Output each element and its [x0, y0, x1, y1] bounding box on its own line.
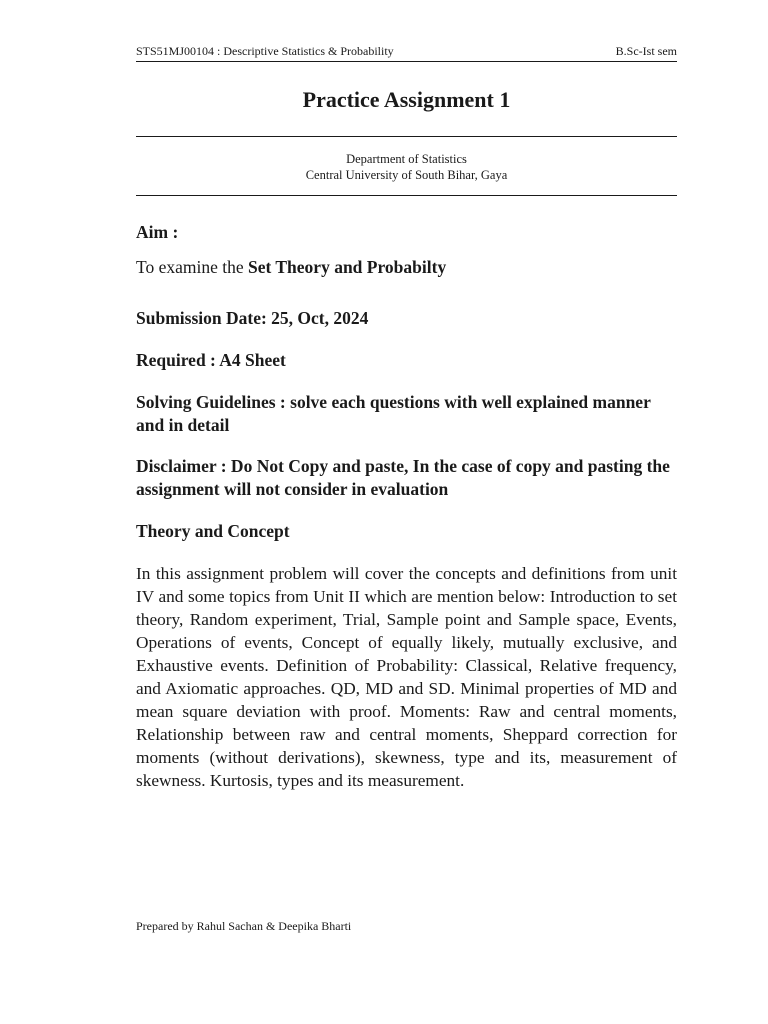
- theory-heading: Theory and Concept: [136, 521, 290, 541]
- aim-text-prefix: To examine the: [136, 257, 248, 277]
- aim-heading: Aim :: [136, 222, 179, 242]
- header-rule: [136, 61, 677, 62]
- submission-date: Submission Date: 25, Oct, 2024: [136, 308, 369, 328]
- aim-text-topic: Set Theory and Probabilty: [248, 257, 447, 277]
- aim-text: [136, 256, 677, 279]
- semester-label: B.Sc-Ist sem: [615, 44, 677, 58]
- university-name: Central University of South Bihar, Gaya: [305, 168, 508, 182]
- solving-guidelines: Solving Guidelines : solve each questions with well explained manner and in detail: [136, 392, 651, 435]
- department-name: Department of Statistics: [346, 152, 467, 166]
- course-code: STS51MJ00104 : Descriptive Statistics & Probability: [136, 44, 394, 58]
- affiliation: [136, 151, 677, 183]
- theory-body: In this assignment problem will cover the concepts and definitions from unit IV and some topics from Unit II which are mention below: Introduction to set theory, Random experiment, Trial, Sample point and Sample space, Events, Operations of events, Concept of equally likely, mutually exclusive, and Exhaustive events. Definition of Probability: Classical, Relative frequency, and Axiomatic approaches. QD, MD and SD. Minimal properties of MD and mean square deviation with proof. Moments: Raw and central moments, Relationship between raw and central moments, Sheppard correction for moments (without derivations), skewness, type and its, measurement of skewness. Kurtosis, types and its measurement.: [136, 564, 677, 790]
- footer-credit: Prepared by Rahul Sachan & Deepika Bharti: [136, 919, 352, 933]
- title-rule-bottom: [136, 195, 677, 196]
- title-rule-top: [136, 136, 677, 137]
- required-material: Required : A4 Sheet: [136, 350, 286, 370]
- disclaimer: Disclaimer : Do Not Copy and paste, In the case of copy and pasting the assignment will not consider in evaluation: [136, 456, 670, 499]
- document-page: [136, 0, 677, 1024]
- page-title: Practice Assignment 1: [302, 87, 511, 112]
- running-header: [136, 43, 677, 59]
